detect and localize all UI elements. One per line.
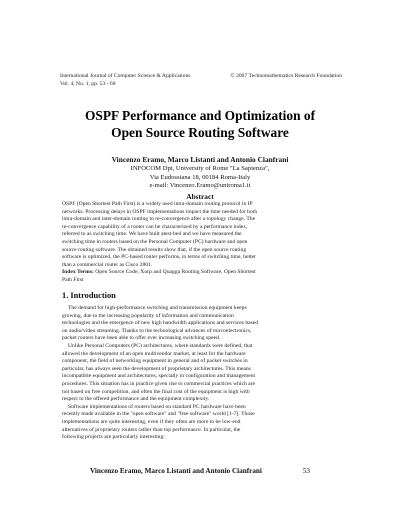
index-terms-continued: Path First	[62, 276, 84, 283]
abstract-body	[62, 201, 340, 285]
paragraph-line: growing, due to the increasing popularity of information and communication	[62, 312, 234, 319]
abstract-line: referred to as switching time. We have built atest-bed and we have measured the	[62, 231, 242, 238]
journal-header	[60, 72, 342, 88]
abstract-line: networks. Processing delays in OSPF implementations impact the time needed for both	[62, 208, 258, 215]
paragraph-line: implementations are quite interesting, even if they often are more to be low-end	[62, 418, 241, 425]
paragraph-line: respect to the offered performance and the equipment complexity.	[62, 396, 210, 403]
paragraph-line: particular, has always seen the development of proprietary architectures. This means	[62, 365, 251, 372]
affiliation	[40, 165, 360, 191]
page-footer	[90, 467, 310, 475]
index-terms-text: Open Source Code, Xorp and Quagga Routing Software, Open Shortest	[93, 269, 256, 276]
section-heading-introduction: 1. Introduction	[62, 291, 116, 300]
journal-name: International Journal of Computer Science & Applications	[60, 73, 191, 79]
index-terms	[62, 269, 340, 277]
author-list: Vincenzo Eramo, Marco Listanti and Antonio Cianfrani	[111, 155, 289, 164]
abstract-heading: Abstract	[186, 192, 214, 201]
introduction-body	[62, 305, 340, 442]
copyright-notice: © 2007 Technomathematics Research Foundation	[230, 73, 342, 79]
affiliation-address: Via Eudossiana 18, 00184 Roma-Italy	[149, 173, 251, 181]
index-terms-label: Index Terms:	[62, 269, 94, 276]
paragraph-line: Software implementations of routers based on standard PC hardware have been	[68, 403, 246, 410]
abstract-line: switching time in routers based on the Personal Computer (PC) hardware and open	[62, 238, 248, 245]
abstract-line: OSPF (Open Shortest Path First) is a widely used intra-domain routing protocol in IP	[62, 201, 253, 207]
paragraph-line: not based on free competition, and often the final cost of the equipment is high with	[62, 388, 250, 395]
footer-authors: Vincenzo Eramo, Marco Listanti and Antonio Cianfrani	[90, 467, 262, 475]
affiliation-email: e-mail: Vincenzo.Eramo@uniroma1.it	[149, 182, 251, 190]
volume-info: Vol. 4, No. 1, pp. 53 - 68	[60, 81, 116, 87]
abstract-line: software is optimized, the PC-based router performs, in terms of switching time, better	[62, 254, 257, 261]
paragraph-line: component, the field of networking equipment in general and of packet switches in	[62, 358, 248, 365]
paragraph-line: following projects are particularly interesting:	[62, 434, 165, 441]
title-line-1: OSPF Performance and Optimization of	[84, 108, 316, 123]
abstract-line: re-convergence capability of a router can be characterized by a performance index,	[62, 223, 248, 230]
abstract-line: than a commercial router as Cisco 2801.	[62, 261, 153, 268]
paragraph-line: alternatives of proprietary routers rather than top performance. In particular, the	[62, 426, 241, 433]
paragraph-line: recently made available in the "open software" and "free software" world [1-7]. Those	[62, 411, 255, 418]
paragraph-line: allowed the development of an open multivendor market, at least for the hardware	[62, 350, 246, 357]
paragraph-line: incompatible equipment and architectures, specially in configuration and management	[62, 373, 256, 380]
paragraph-line: procedures. This situation has in practice given rise to commercial practices which are	[62, 380, 255, 387]
paper-title	[40, 107, 360, 141]
paragraph-line: Unlike Personal Computers (PC) architectures, where standards were defined, that	[68, 342, 253, 349]
paragraph-line: packet routers have been able to offer ever increasing switching speed.	[62, 335, 221, 342]
title-line-2: Open Source Routing Software	[111, 125, 289, 140]
paragraph-line: on audio/video streaming. Thanks to the technological advances of microelectronics,	[62, 327, 252, 334]
page-number: 53	[302, 467, 310, 475]
paragraph-line: The demand for high-performance switching and transmission equipment keeps	[68, 305, 247, 311]
affiliation-dept: INFOCOM Dpt, University of Rome "La Sapienza",	[130, 165, 270, 172]
abstract-line: source routing software. The obtained results show that, if the open source routing	[62, 246, 247, 253]
paragraph-line: technologies and the emergence of new high bandwidth applications and services based	[62, 320, 259, 327]
abstract-line: intra-domain and inter-domain routing to re-convergence after a topology change. The	[62, 216, 256, 223]
